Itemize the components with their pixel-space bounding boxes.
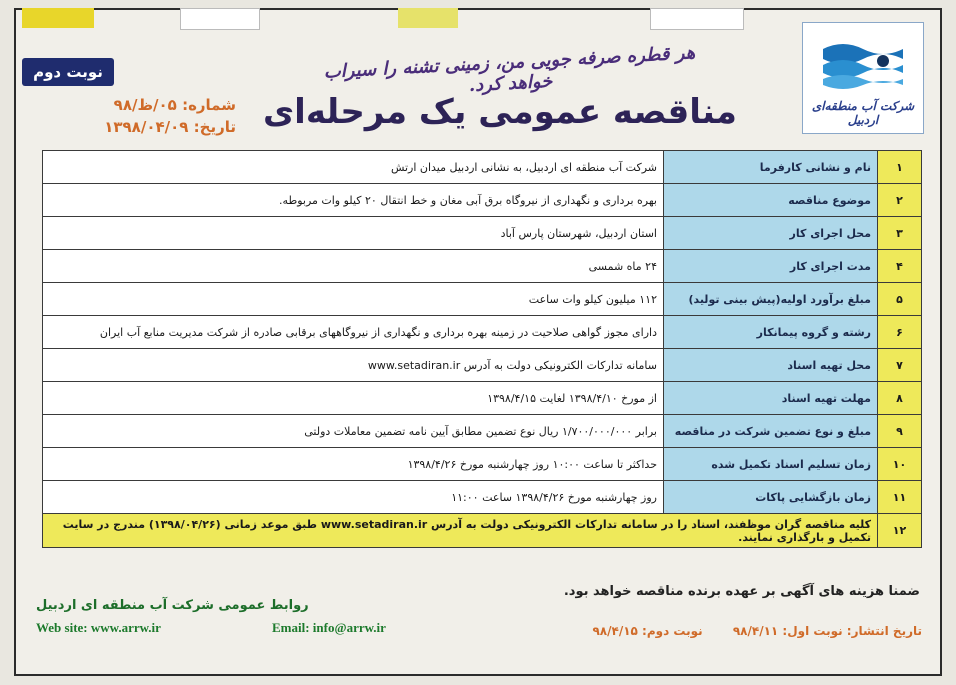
row-value: برابر ۱/۷۰۰/۰۰۰/۰۰۰ ریال نوع تضمین مطابق آیین نامه تضمین معاملات دولتی [43,415,664,448]
row-label: محل اجرای کار [664,217,878,250]
website-link[interactable]: Web site: www.arrw.ir [36,620,161,635]
slogan: هر قطره صرفه جویی من، زمینی تشنه را سیراب خواهد کرد. [323,42,696,97]
public-relations: روابط عمومی شرکت آب منطقه ای اردبیل [36,598,309,613]
row-number: ۱۲ [878,514,922,548]
table-row [43,349,922,382]
decorative-strip [180,8,260,30]
row-number: ۹ [878,415,922,448]
row-value: استان اردبیل، شهرستان پارس آباد [43,217,664,250]
row-text: کلیه مناقصه گران موظفند، اسناد را در سامانه تدارکات الکترونیکی دولت به آدرس www.setadiran.ir طبق موعد زمانی (۱۳۹۸/۰۴/۲۶) مندرج در سایت تکمیل و بارگذاری نمایند. [43,514,878,548]
row-label: موضوع مناقصه [664,184,878,217]
table-row [43,514,922,548]
cost-note: ضمنا هزینه های آگهی بر عهده برنده مناقصه خواهد بود. [563,584,920,599]
row-value: سامانه تدارکات الکترونیکی دولت به آدرس www.setadiran.ir [43,349,664,382]
table-row [43,184,922,217]
company-logo [802,22,924,134]
reference-date: تاریخ: ۱۳۹۸/۰۴/۰۹ [104,118,236,136]
row-value: از مورخ ۱۳۹۸/۴/۱۰ لغایت ۱۳۹۸/۴/۱۵ [43,382,664,415]
decorative-strip [650,8,744,30]
table-row [43,448,922,481]
row-value: شرکت آب منطقه ای اردبیل، به نشانی اردبیل میدان ارتش [43,151,664,184]
water-wave-icon [823,31,903,101]
row-label: زمان بازگشایی پاکات [664,481,878,514]
tender-details-table [42,150,922,548]
round-badge: نوبت دوم [22,58,114,86]
reference-info [36,94,236,138]
decorative-strip [22,8,94,28]
second-round-date: نوبت دوم: ۹۸/۴/۱۵ [592,624,703,638]
row-label: مدت اجرای کار [664,250,878,283]
row-label: مهلت تهیه اسناد [664,382,878,415]
table-row [43,415,922,448]
row-value: ۱۱۲ میلیون کیلو وات ساعت [43,283,664,316]
row-number: ۸ [878,382,922,415]
table-row [43,250,922,283]
row-value: روز چهارشنبه مورخ ۱۳۹۸/۴/۲۶ ساعت ۱۱:۰۰ [43,481,664,514]
first-round-date: تاریخ انتشار: نوبت اول: ۹۸/۴/۱۱ [732,624,922,638]
row-number: ۱۰ [878,448,922,481]
email-link[interactable]: Email: info@arrw.ir [272,620,386,635]
row-value: دارای مجوز گواهی صلاحیت در زمینه بهره برداری و نگهداری از نیروگاههای برقابی صادره از شرکت مدیریت منابع آب ایران [43,316,664,349]
publication-dates [482,624,922,638]
row-value: حداکثر تا ساعت ۱۰:۰۰ روز چهارشنبه مورخ ۱۳۹۸/۴/۲۶ [43,448,664,481]
row-number: ۴ [878,250,922,283]
row-value: بهره برداری و نگهداری از نیروگاه برق آبی مغان و خط انتقال ۲۰ کیلو وات مربوطه. [43,184,664,217]
row-value: ۲۴ ماه شمسی [43,250,664,283]
row-number: ۷ [878,349,922,382]
row-label: نام و نشانی کارفرما [664,151,878,184]
table-row [43,382,922,415]
row-label: رشته و گروه پیمانکار [664,316,878,349]
row-number: ۵ [878,283,922,316]
table-row [43,283,922,316]
row-number: ۶ [878,316,922,349]
row-label: محل تهیه اسناد [664,349,878,382]
row-number: ۳ [878,217,922,250]
row-number: ۱ [878,151,922,184]
row-number: ۲ [878,184,922,217]
table-row [43,316,922,349]
page-title: مناقصه عمومی یک مرحله‌ای [263,92,737,132]
row-number: ۱۱ [878,481,922,514]
row-label: مبلغ و نوع تضمین شرکت در مناقصه [664,415,878,448]
table-row [43,151,922,184]
reference-number: شماره: ۰۵/ظ/۹۸ [113,96,236,114]
table-row [43,481,922,514]
row-label: مبلغ برآورد اولیه(پیش بینی تولید) [664,283,878,316]
logo-text: شرکت آب منطقه‌ای اردبیل [811,99,915,127]
table-row [43,217,922,250]
decorative-strip [398,8,458,28]
row-label: زمان تسلیم اسناد تکمیل شده [664,448,878,481]
